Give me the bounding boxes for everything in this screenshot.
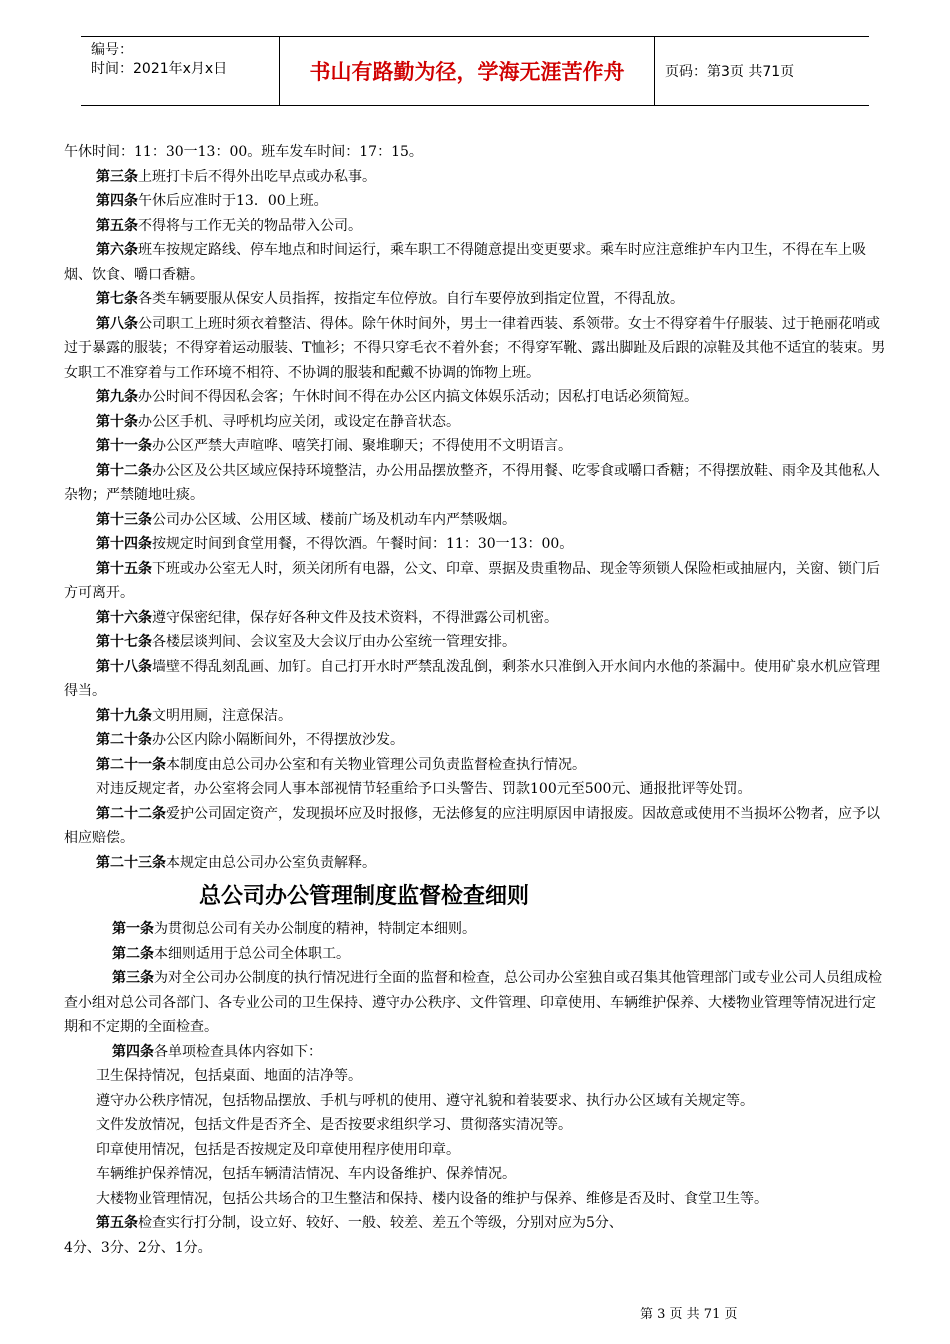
- article-number: 第二条: [112, 945, 154, 962]
- article-number: 第十八条: [96, 658, 152, 675]
- article-text: 公司办公区域、公用区域、楼前广场及机动车内严禁吸烟。: [152, 511, 516, 528]
- article-text: 本细则适用于总公司全体职工。: [154, 945, 350, 962]
- article-text: 上班打卡后不得外出吃早点或办私事。: [138, 168, 376, 185]
- paragraph: [64, 777, 886, 802]
- paragraph: [64, 655, 886, 704]
- article-number: 第十条: [96, 413, 138, 430]
- article-number: 第六条: [96, 242, 138, 258]
- article-text: 为贯彻总公司有关办公制度的精神，特制定本细则。: [154, 921, 476, 937]
- paragraph: [64, 966, 886, 1040]
- article-text: 午休后应准时于13．00上班。: [138, 193, 328, 209]
- paragraph: [64, 287, 886, 312]
- article-number: 第二十条: [96, 732, 152, 748]
- article-number: 第十九条: [96, 707, 152, 724]
- header-meta: [81, 37, 280, 105]
- page-info: 页码：第3页 共71页: [665, 64, 795, 80]
- article-text: 本制度由总公司办公室和有关物业管理公司负责监督检查执行情况。: [166, 756, 586, 773]
- date-label: 时间：2021年x月x日: [91, 61, 228, 77]
- number-label: 编号：: [91, 42, 133, 58]
- paragraph: [64, 753, 886, 778]
- article-number: 第十六条: [96, 609, 152, 626]
- header-table: [81, 36, 869, 106]
- article-number: 第五条: [96, 217, 138, 234]
- paragraph: [64, 1040, 886, 1065]
- article-text: 不得将与工作无关的物品带入公司。: [138, 217, 362, 234]
- paragraph: [64, 385, 886, 410]
- article-text: 本规定由总公司办公室负责解释。: [166, 854, 376, 871]
- paragraph: [64, 434, 886, 459]
- article-number: 第三条: [112, 970, 154, 986]
- regulations-part2: [64, 917, 886, 1260]
- paragraph: [64, 630, 886, 655]
- paragraph: [64, 214, 886, 239]
- article-text: 办公区严禁大声喧哗、嘻笑打闹、聚堆聊天；不得使用不文明语言。: [152, 438, 572, 454]
- article-number: 第十三条: [96, 511, 152, 528]
- paragraph: [64, 917, 886, 942]
- article-text: 印章使用情况，包括是否按规定及印章使用程序使用印章。: [96, 1141, 460, 1158]
- paragraph: [64, 508, 886, 533]
- paragraph: [64, 312, 886, 386]
- paragraph: [64, 459, 886, 508]
- article-text: 午休时间：11：30一13：00。班车发车时间：17：15。: [64, 144, 423, 160]
- document-body: [64, 140, 886, 1260]
- article-number: 第一条: [112, 921, 154, 937]
- paragraph: [64, 1089, 886, 1114]
- article-text: 各单项检查具体内容如下：: [154, 1043, 322, 1060]
- page-footer: 第 3 页 共 71 页: [640, 1307, 738, 1322]
- article-text: 办公区及公共区域应保持环境整洁，办公用品摆放整齐，不得用餐、吃零食或嚼口香糖；不得摆放鞋、雨伞及其他私人杂物；严禁随地吐痰。: [64, 462, 880, 503]
- paragraph: [64, 1187, 886, 1212]
- article-text: 墙壁不得乱刻乱画、加钉。自己打开水时严禁乱泼乱倒，剩茶水只准倒入开水间内水他的茶漏中。使用矿泉水机应管理得当。: [64, 658, 880, 699]
- article-number: 第四条: [96, 193, 138, 209]
- paragraph: [64, 1236, 886, 1261]
- article-text: 4分、3分、2分、1分。: [64, 1239, 212, 1256]
- paragraph: [64, 802, 886, 851]
- article-text: 对违反规定者，办公室将会同人事本部视情节轻重给予口头警告、罚款100元至500元、通报批评等处罚。: [96, 781, 752, 797]
- article-number: 第十一条: [96, 438, 152, 454]
- article-text: 各楼层谈判间、会议室及大会议厅由办公室统一管理安排。: [152, 634, 516, 650]
- article-number: 第三条: [96, 168, 138, 185]
- paragraph: [64, 851, 886, 876]
- paragraph: [64, 1113, 886, 1138]
- paragraph: [64, 1211, 886, 1236]
- paragraph: [64, 704, 886, 729]
- paragraph: [64, 410, 886, 435]
- article-text: 各类车辆要服从保安人员指挥，按指定车位停放。自行车要停放到指定位置，不得乱放。: [138, 291, 684, 307]
- article-number: 第十五条: [96, 560, 152, 577]
- article-number: 第十四条: [96, 536, 152, 552]
- article-text: 卫生保持情况，包括桌面、地面的洁净等。: [96, 1068, 362, 1084]
- regulations-part1: [64, 140, 886, 875]
- article-text: 办公时间不得因私会客；午休时间不得在办公区内搞文体娱乐活动；因私打电话必须简短。: [138, 389, 698, 405]
- article-text: 为对全公司办公制度的执行情况进行全面的监督和检查，总公司办公室独自或召集其他管理部门或专业公司人员组成检查小组对总公司各部门、各专业公司的卫生保持、遵守办公秩序、文件管理、印章使用、车辆维护保养、大楼物业管理等情况进行定期和不定期的全面检查。: [64, 970, 882, 1035]
- article-text: 文件发放情况，包括文件是否齐全、是否按要求组织学习、贯彻落实清况等。: [96, 1117, 572, 1133]
- article-text: 遵守办公秩序情况，包括物品摆放、手机与呼机的使用、遵守礼貌和着装要求、执行办公区域有关规定等。: [96, 1092, 754, 1109]
- article-text: 大楼物业管理情况，包括公共场合的卫生整洁和保持、楼内设备的维护与保养、维修是否及时、食堂卫生等。: [96, 1190, 768, 1207]
- article-number: 第四条: [112, 1043, 154, 1060]
- paragraph: [64, 1162, 886, 1187]
- paragraph: [64, 557, 886, 606]
- paragraph: [64, 1138, 886, 1163]
- paragraph: [64, 606, 886, 631]
- paragraph: [64, 238, 886, 287]
- article-text: 办公区手机、寻呼机均应关闭，或设定在静音状态。: [138, 413, 460, 430]
- paragraph: [64, 532, 886, 557]
- article-text: 班车按规定路线、停车地点和时间运行，乘车职工不得随意提出变更要求。乘车时应注意维护车内卫生，不得在车上吸烟、饮食、嚼口香糖。: [64, 242, 866, 283]
- article-number: 第七条: [96, 291, 138, 307]
- article-number: 第二十一条: [96, 756, 166, 773]
- article-text: 车辆维护保养情况，包括车辆清洁情况、车内设备维护、保养情况。: [96, 1166, 516, 1182]
- article-number: 第五条: [96, 1215, 138, 1231]
- article-number: 第二十二条: [96, 805, 166, 822]
- article-number: 第二十三条: [96, 854, 166, 871]
- article-number: 第八条: [96, 315, 138, 332]
- article-number: 第十七条: [96, 634, 152, 650]
- article-text: 下班或办公室无人时，须关闭所有电器，公文、印章、票据及贵重物品、现金等须锁人保险柜或抽屉内，关窗、锁门后方可离开。: [64, 560, 880, 601]
- article-text: 文明用厕，注意保洁。: [152, 707, 292, 724]
- paragraph: [64, 728, 886, 753]
- article-text: 爱护公司固定资产，发现损坏应及时报修，无法修复的应注明原因申请报废。因故意或使用不当损坏公物者，应予以相应赔偿。: [64, 805, 880, 846]
- paragraph: [64, 189, 886, 214]
- article-text: 检查实行打分制，设立好、较好、一般、较差、差五个等级，分别对应为5分、: [138, 1215, 623, 1231]
- paragraph: [64, 1064, 886, 1089]
- paragraph: [64, 165, 886, 190]
- article-text: 按规定时间到食堂用餐，不得饮酒。午餐时间：11：30一13：00。: [152, 536, 574, 552]
- article-number: 第九条: [96, 389, 138, 405]
- article-text: 公司职工上班时须衣着整洁、得体。除午休时间外，男士一律着西装、系领带。女士不得穿着牛仔服装、过于艳丽花哨或过于暴露的服装；不得穿着运动服装、T恤衫；不得只穿毛衣不着外套；不得穿军靴、露出脚趾及后跟的凉鞋及其他不适宜的装束。男女职工不准穿着与工作环境不相符、不协调的服装和配戴不协调的饰物上班。: [64, 315, 886, 381]
- motto: 书山有路勤为径，学海无涯苦作舟: [280, 37, 655, 105]
- paragraph: [64, 140, 886, 165]
- section-title: 总公司办公管理制度监督检查细则: [199, 884, 530, 909]
- article-text: 遵守保密纪律，保存好各种文件及技术资料，不得泄露公司机密。: [152, 609, 558, 626]
- paragraph: [64, 942, 886, 967]
- article-text: 办公区内除小隔断间外，不得摆放沙发。: [152, 732, 404, 748]
- article-number: 第十二条: [96, 462, 152, 479]
